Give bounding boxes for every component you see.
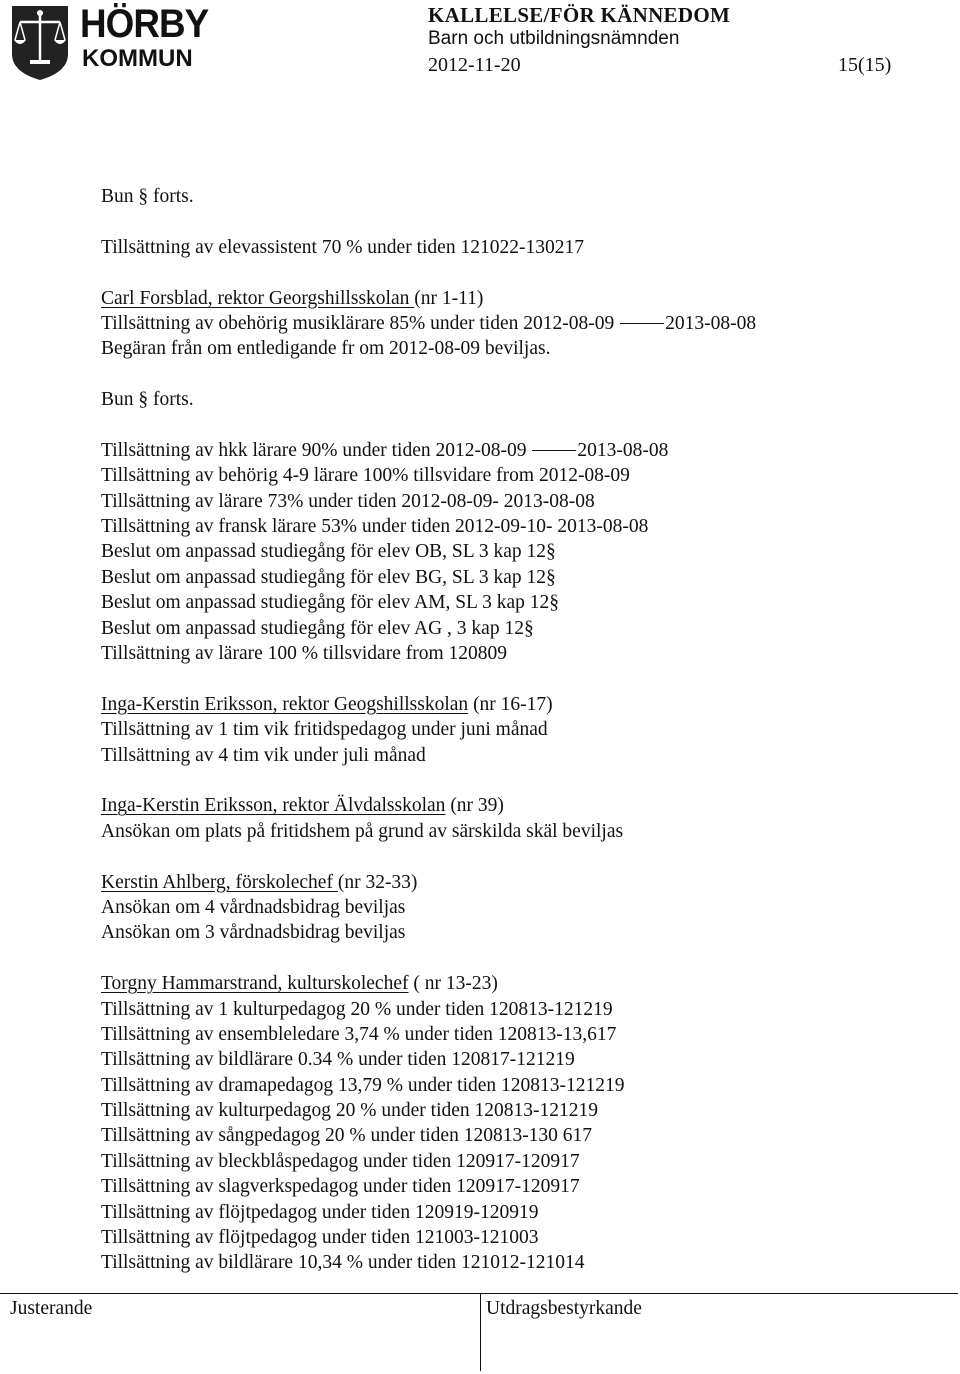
board-name: Barn och utbildningsnämnden (428, 28, 680, 49)
delegate-number-range: (nr 32-33) (337, 871, 418, 893)
scales-of-justice-shield-icon (10, 4, 70, 82)
list-item: Beslut om anpassad studiegång för elev AM, SL 3 kap 12§ (101, 592, 560, 614)
logo-sub-text: KOMMUN (82, 45, 193, 72)
section-heading: Bun § forts. (101, 186, 194, 207)
list-item: Tillsättning av dramapedagog 13,79 % under tiden 120813-121219 (101, 1074, 625, 1096)
logo-name-text: HÖRBY (80, 2, 209, 46)
list-item: Tillsättning av fransk lärare 53% under tiden 2012-09-10- 2013-08-08 (101, 516, 649, 538)
delegate-number-range: ( nr 13-23) (408, 973, 498, 995)
list-item: Tillsättning av flöjtpedagog under tiden 121003-121003 (101, 1227, 539, 1249)
list-item: Beslut om anpassad studiegång för elev OB, SL 3 kap 12§ (101, 541, 556, 563)
list-item: Tillsättning av hkk lärare 90% under tiden 2012-08-09 2013-08-08 (101, 439, 669, 461)
document-date: 2012-11-20 (428, 54, 521, 76)
delegate-name: Carl Forsblad, rektor Georgshillsskolan (101, 287, 415, 309)
delegate-number-range: (nr 16-17) (468, 693, 553, 715)
list-item: Tillsättning av slagverkspedagog under tiden 120917-120917 (101, 1176, 580, 1198)
list-item: Tillsättning av kulturpedagog 20 % under tiden 120813-121219 (101, 1100, 599, 1122)
document-type-title: KALLELSE/FÖR KÄNNEDOM (428, 3, 731, 27)
list-item: Ansökan om 4 vårdnadsbidrag beviljas (101, 896, 406, 918)
list-item: Tillsättning av flöjtpedagog under tiden 120919-120919 (101, 1201, 539, 1223)
delegate-heading-torgny (101, 971, 941, 996)
list-item: Tillsättning av 1 tim vik fritidspedagog under juni månad (101, 719, 548, 741)
delegate-number-range: (nr 39) (445, 795, 504, 817)
document-body (101, 184, 941, 1276)
em-dash (532, 450, 576, 451)
section-heading: Bun § forts. (101, 389, 194, 411)
page-number: 15(15) (838, 54, 892, 76)
horby-kommun-logo (10, 2, 209, 82)
delegate-heading-inga-kerstin-1 (101, 692, 941, 717)
list-item: Ansökan om plats på fritidshem på grund av särskilda skäl beviljas (101, 820, 624, 842)
delegate-name: Torgny Hammarstrand, kulturskolechef (101, 973, 409, 995)
list-item: Tillsättning av sångpedagog 20 % under tiden 120813-130 617 (101, 1125, 593, 1147)
list-item: Tillsättning av lärare 73% under tiden 2012-08-09- 2013-08-08 (101, 490, 595, 512)
delegate-heading-carl (101, 286, 941, 311)
footer-utdragsbestyrkande-label: Utdragsbestyrkande (486, 1298, 642, 1319)
delegate-name: Kerstin Ahlberg, förskolechef (101, 871, 338, 893)
delegate-heading-inga-kerstin-2 (101, 793, 941, 818)
delegate-name: Inga-Kerstin Eriksson, rektor Älvdalsskolan (101, 795, 446, 817)
list-item: Beslut om anpassad studiegång för elev AG , 3 kap 12§ (101, 617, 534, 639)
list-item: Tillsättning av bildlärare 10,34 % under tiden 121012-121014 (101, 1252, 585, 1274)
delegate-name: Inga-Kerstin Eriksson, rektor Geogshillsskolan (101, 693, 469, 715)
list-item: Begäran från om entledigande fr om 2012-08-09 beviljas. (101, 338, 551, 360)
list-item: Ansökan om 3 vårdnadsbidrag beviljas (101, 922, 406, 944)
list-item: Beslut om anpassad studiegång för elev BG, SL 3 kap 12§ (101, 566, 556, 588)
em-dash (620, 323, 664, 324)
delegate-number-range: (nr 1-11) (414, 287, 484, 309)
list-item: Tillsättning av bleckblåspedagog under tiden 120917-120917 (101, 1150, 580, 1172)
footer-divider (0, 1293, 958, 1294)
footer-justerande-label: Justerande (10, 1298, 93, 1319)
list-item: Tillsättning av lärare 100 % tillsvidare from 120809 (101, 643, 508, 665)
list-item: Tillsättning av bildlärare 0.34 % under tiden 120817-121219 (101, 1049, 575, 1071)
list-item: Tillsättning av ensembleledare 3,74 % under tiden 120813-13,617 (101, 1023, 617, 1045)
list-item: Tillsättning av obehörig musiklärare 85% under tiden 2012-08-09 2013-08-08 (101, 312, 757, 334)
footer-column-divider (480, 1293, 481, 1371)
list-item: Tillsättning av 1 kulturpedagog 20 % under tiden 120813-121219 (101, 998, 613, 1020)
delegate-heading-kerstin (101, 870, 941, 895)
list-item: Tillsättning av 4 tim vik under juli månad (101, 744, 426, 766)
list-item: Tillsättning av elevassistent 70 % under tiden 121022-130217 (101, 236, 584, 258)
list-item: Tillsättning av behörig 4-9 lärare 100% tillsvidare from 2012-08-09 (101, 465, 630, 487)
